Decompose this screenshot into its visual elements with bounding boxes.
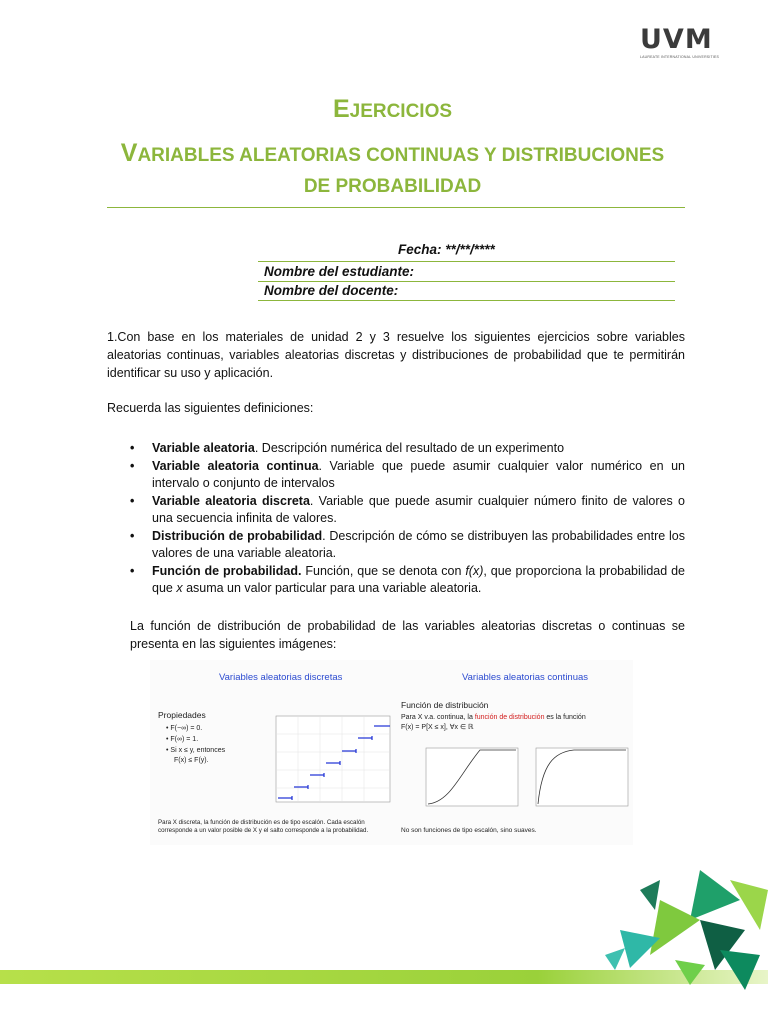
docente-line [258, 300, 675, 301]
logo-text: UVM [640, 24, 713, 55]
closing-paragraph: La función de distribución de probabilidad de las variables aleatorias discretas o continuas se presenta en las siguientes imágenes: [130, 619, 685, 651]
continuous-cdf-plot-2 [524, 744, 630, 810]
list-item: • Variable aleatoria discreta. Variable que puede asumir cualquier número finito de valores o una secuencia infinita de valores. [130, 493, 685, 528]
page-title: EJERCICIOS [332, 95, 453, 123]
distribution-line2: F(x) = P[X ≤ x], ∀x ∈ ℝ [401, 724, 474, 731]
properties-heading: Propiedades [158, 710, 206, 720]
fecha-line [258, 261, 675, 262]
continuous-cdf-plot-1 [410, 744, 520, 810]
discrete-caption-line2: corresponde a un valor posible de X y el salto corresponde a la probabilidad. [158, 827, 369, 834]
estudiante-label: Nombre del estudiante: [264, 264, 415, 279]
list-item: • Variable aleatoria continua. Variable que puede asumir cualquier valor numérico en un intervalo o conjunto de intervalos [130, 458, 685, 493]
docente-label: Nombre del docente: [264, 283, 399, 298]
discrete-caption-line1: Para X discreta, la función de distribución es de tipo escalón. Cada escalón [158, 819, 365, 826]
discrete-figure-title: Variables aleatorias discretas [219, 672, 343, 683]
continuous-figure-title: Variables aleatorias continuas [462, 672, 589, 683]
list-item: • Variable aleatoria. Descripción numérica del resultado de un experimento [130, 440, 685, 458]
title-divider [107, 207, 685, 208]
decorative-footer [0, 860, 768, 1024]
uvm-logo [640, 26, 726, 62]
list-item: • Función de probabilidad. Función, que se denota con f(x), que proporciona la probabilidad de que x asuma un valor particular para una variable aleatoria. [130, 563, 685, 598]
continuous-figure [398, 660, 633, 845]
property-item: F(x) ≤ F(y). [174, 757, 209, 764]
step-function-plot [268, 712, 394, 808]
page-subtitle: VARIABLES ALEATORIAS CONTINUAS Y DISTRIBUCIONES DE PROBABILIDAD [120, 139, 665, 197]
continuous-caption: No son funciones de tipo escalón, sino suaves. [401, 827, 537, 834]
list-item: • Distribución de probabilidad. Descripción de cómo se distribuyen las probabilidades entre los valores de una variable aleatoria. [130, 528, 685, 563]
property-item: • F(−∞) = 0. [166, 725, 203, 732]
estudiante-line [258, 281, 675, 282]
fecha-label: Fecha: **/**/**** [398, 242, 495, 257]
logo-subtitle: LAUREATE INTERNATIONAL UNIVERSITIES [640, 55, 720, 59]
property-item: • F(∞) = 1. [166, 736, 199, 743]
discrete-figure [150, 660, 398, 845]
distribution-line1: Para X v.a. continua, la función de distribución es la función [401, 714, 586, 721]
distribution-heading: Función de distribución [401, 700, 489, 710]
property-item: • Si x ≤ y, entonces [166, 747, 226, 754]
intro-paragraph: 1.Con base en los materiales de unidad 2 y 3 resuelve los siguientes ejercicios sobre variables aleatorias continuas, variables aleatorias discretas y distribuciones de probabilidad que te permitirán identificar su uso y aplicación. [107, 330, 685, 380]
definitions-list [130, 440, 685, 598]
recuerda-text: Recuerda las siguientes definiciones: [107, 401, 314, 415]
